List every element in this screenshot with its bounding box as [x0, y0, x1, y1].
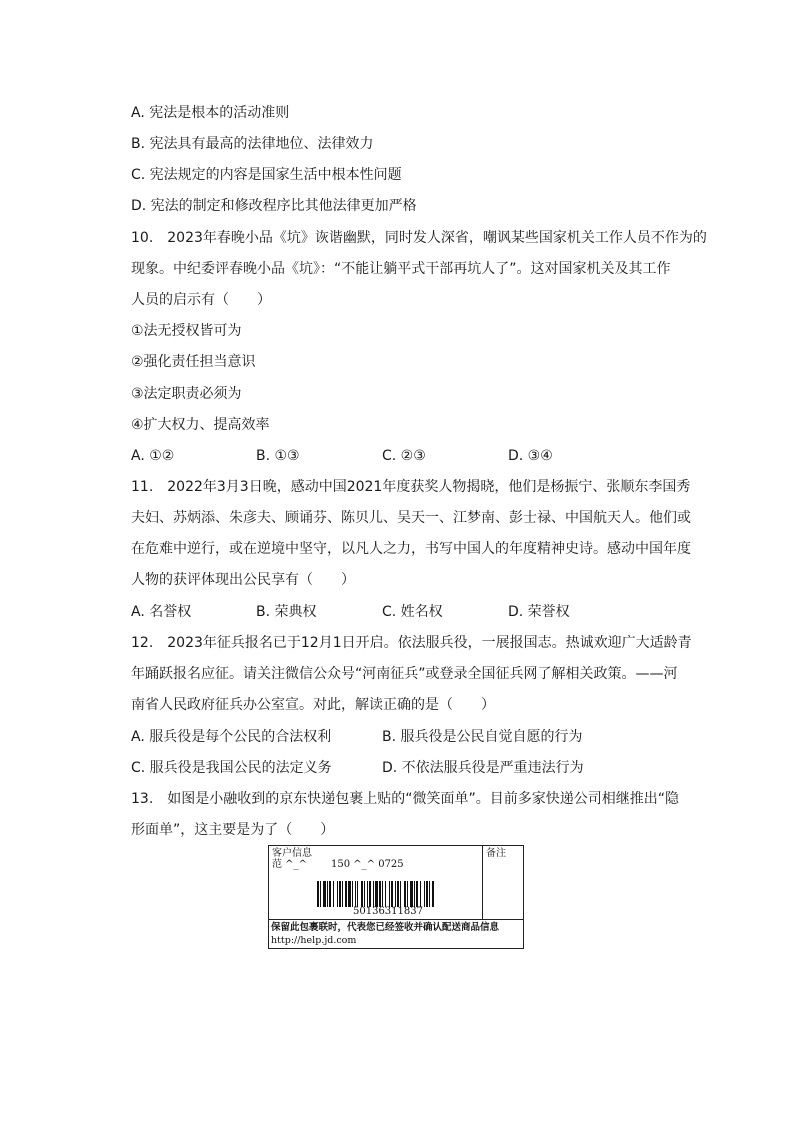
q10-item-1: ①法无授权皆可为 [131, 323, 242, 339]
q10-option-a: A. ①② [131, 448, 175, 464]
barcode-bar [323, 881, 326, 907]
label-url: http://help.jd.com [271, 935, 357, 946]
barcode-bar [414, 881, 415, 907]
q10-stem-line-3: 人员的启示有（ ） [131, 292, 271, 308]
q12-stem-line-1: 12. 2023年征兵报名已于12月1日开启。依法服兵役，一展报国志。热诚欢迎广大适龄青 [131, 635, 692, 651]
barcode-bar [364, 881, 365, 907]
q10-option-b: B. ①③ [256, 448, 300, 464]
q10-stem-line-2: 现象。中纪委评春晚小品《坑》：“不能让躺平式干部再坑人了”。这对国家机关及其工作 [131, 261, 671, 277]
barcode-bar [385, 881, 386, 907]
barcode-bar [395, 881, 396, 907]
barcode-bar [373, 881, 374, 907]
label-footer-note: 保留此包裹联时，代表您已经签收并确认配送商品信息 [271, 922, 500, 933]
barcode-bar [367, 881, 368, 907]
barcode-bar [432, 881, 434, 907]
barcode-bar [339, 881, 341, 907]
q12-stem-line-2: 年踊跃报名应征。请关注微信公众号“河南征兵”或登录全国征兵网了解相关政策。——河 [131, 666, 678, 682]
q12-option-a: A. 服兵役是每个公民的合法权利 [131, 729, 332, 745]
barcode-bar [424, 881, 425, 907]
barcode-bar [404, 881, 406, 907]
label-phone: 150 ^_^ 0725 [331, 859, 404, 870]
q10-option-c: C. ②③ [382, 448, 426, 464]
barcode-bar [369, 881, 371, 907]
q10-item-2: ②强化责任担当意识 [131, 354, 256, 370]
barcode-bar [329, 881, 331, 907]
barcode-bar [352, 881, 353, 907]
label-remarks: 备注 [486, 848, 506, 859]
q10-option-d: D. ③④ [508, 448, 553, 464]
q12-option-c: C. 服兵役是我国公民的法定义务 [131, 760, 332, 776]
barcode-bar [342, 881, 343, 907]
barcode-bar [320, 881, 321, 907]
barcode-bar [348, 881, 351, 907]
label-barcode-number: 50136311837 [353, 906, 423, 917]
q9-option-c: C. 宪法规定的内容是国家生活中根本性问题 [131, 167, 402, 183]
barcode-bar [357, 881, 358, 907]
shipping-label-figure [268, 845, 524, 949]
q11-option-d: D. 荣誉权 [508, 604, 570, 620]
q11-stem-line-2: 夫妇、苏炳添、朱彦夫、顾诵芬、陈贝儿、吴天一、江梦南、彭士禄、中国航天人。他们或 [131, 510, 691, 526]
barcode-bar [410, 881, 413, 907]
q11-option-c: C. 姓名权 [382, 604, 443, 620]
q10-item-4: ④扩大权力、提高效率 [131, 417, 270, 433]
q10-stem-line-1: 10. 2023年春晚小品《坑》诙谐幽默，同时发人深省，嘲讽某些国家机关工作人员不作为的 [131, 230, 707, 246]
barcode-bar [337, 881, 338, 907]
barcode-bar [420, 881, 421, 907]
barcode-bar [327, 881, 328, 907]
barcode-bar [345, 881, 347, 907]
barcode-bar [391, 881, 393, 907]
barcode-bar [361, 881, 363, 907]
q12-option-b: B. 服兵役是公民自觉自愿的行为 [382, 729, 583, 745]
barcode [317, 881, 434, 907]
barcode-bar [397, 881, 399, 907]
barcode-bar [333, 881, 334, 907]
q13-stem-line-2: 形面单”，这主要是为了（ ） [131, 822, 335, 838]
barcode-bar [416, 881, 418, 907]
barcode-bar [379, 881, 381, 907]
q11-option-b: B. 荣典权 [256, 604, 317, 620]
q12-stem-line-3: 南省人民政府征兵办公室宣。对此，解读正确的是（ ） [131, 697, 495, 713]
barcode-bar [382, 881, 383, 907]
q13-stem-line-1: 13. 如图是小融收到的京东快递包裹上贴的“微笑面单”。目前多家快递公司相继推出“隐 [131, 791, 680, 807]
q11-stem-line-4: 人物的获评体现出公民享有（ ） [131, 572, 355, 588]
q11-stem-line-1: 11. 2022年3月3日晚，感动中国2021年度获奖人物揭晓，他们是杨振宁、张顺东李国秀 [131, 479, 691, 495]
barcode-bar [389, 881, 390, 907]
q11-option-a: A. 名誉权 [131, 604, 192, 620]
barcode-bar [317, 881, 319, 907]
q10-item-3: ③法定职责必须为 [131, 386, 242, 402]
label-customer-info: 客户信息 [272, 848, 312, 859]
q9-option-b: B. 宪法具有最高的法律地位、法律效力 [131, 136, 374, 152]
q9-option-d: D. 宪法的制定和修改程序比其他法律更加严格 [131, 198, 417, 214]
q12-option-d: D. 不依法服兵役是严重违法行为 [382, 760, 584, 776]
label-horizontal-divider [269, 919, 523, 920]
label-name: 范 ^_^ [272, 859, 307, 870]
barcode-bar [426, 881, 428, 907]
barcode-bar [429, 881, 430, 907]
q9-option-a: A. 宪法是根本的活动准则 [131, 105, 290, 121]
label-vertical-divider [482, 846, 483, 919]
q11-stem-line-3: 在危难中逆行，或在逆境中坚守，以凡人之力，书写中国人的年度精神史诗。感动中国年度 [131, 541, 691, 557]
barcode-bar [407, 881, 408, 907]
barcode-bar [400, 881, 401, 907]
barcode-bar [375, 881, 378, 907]
barcode-bar [355, 881, 356, 907]
